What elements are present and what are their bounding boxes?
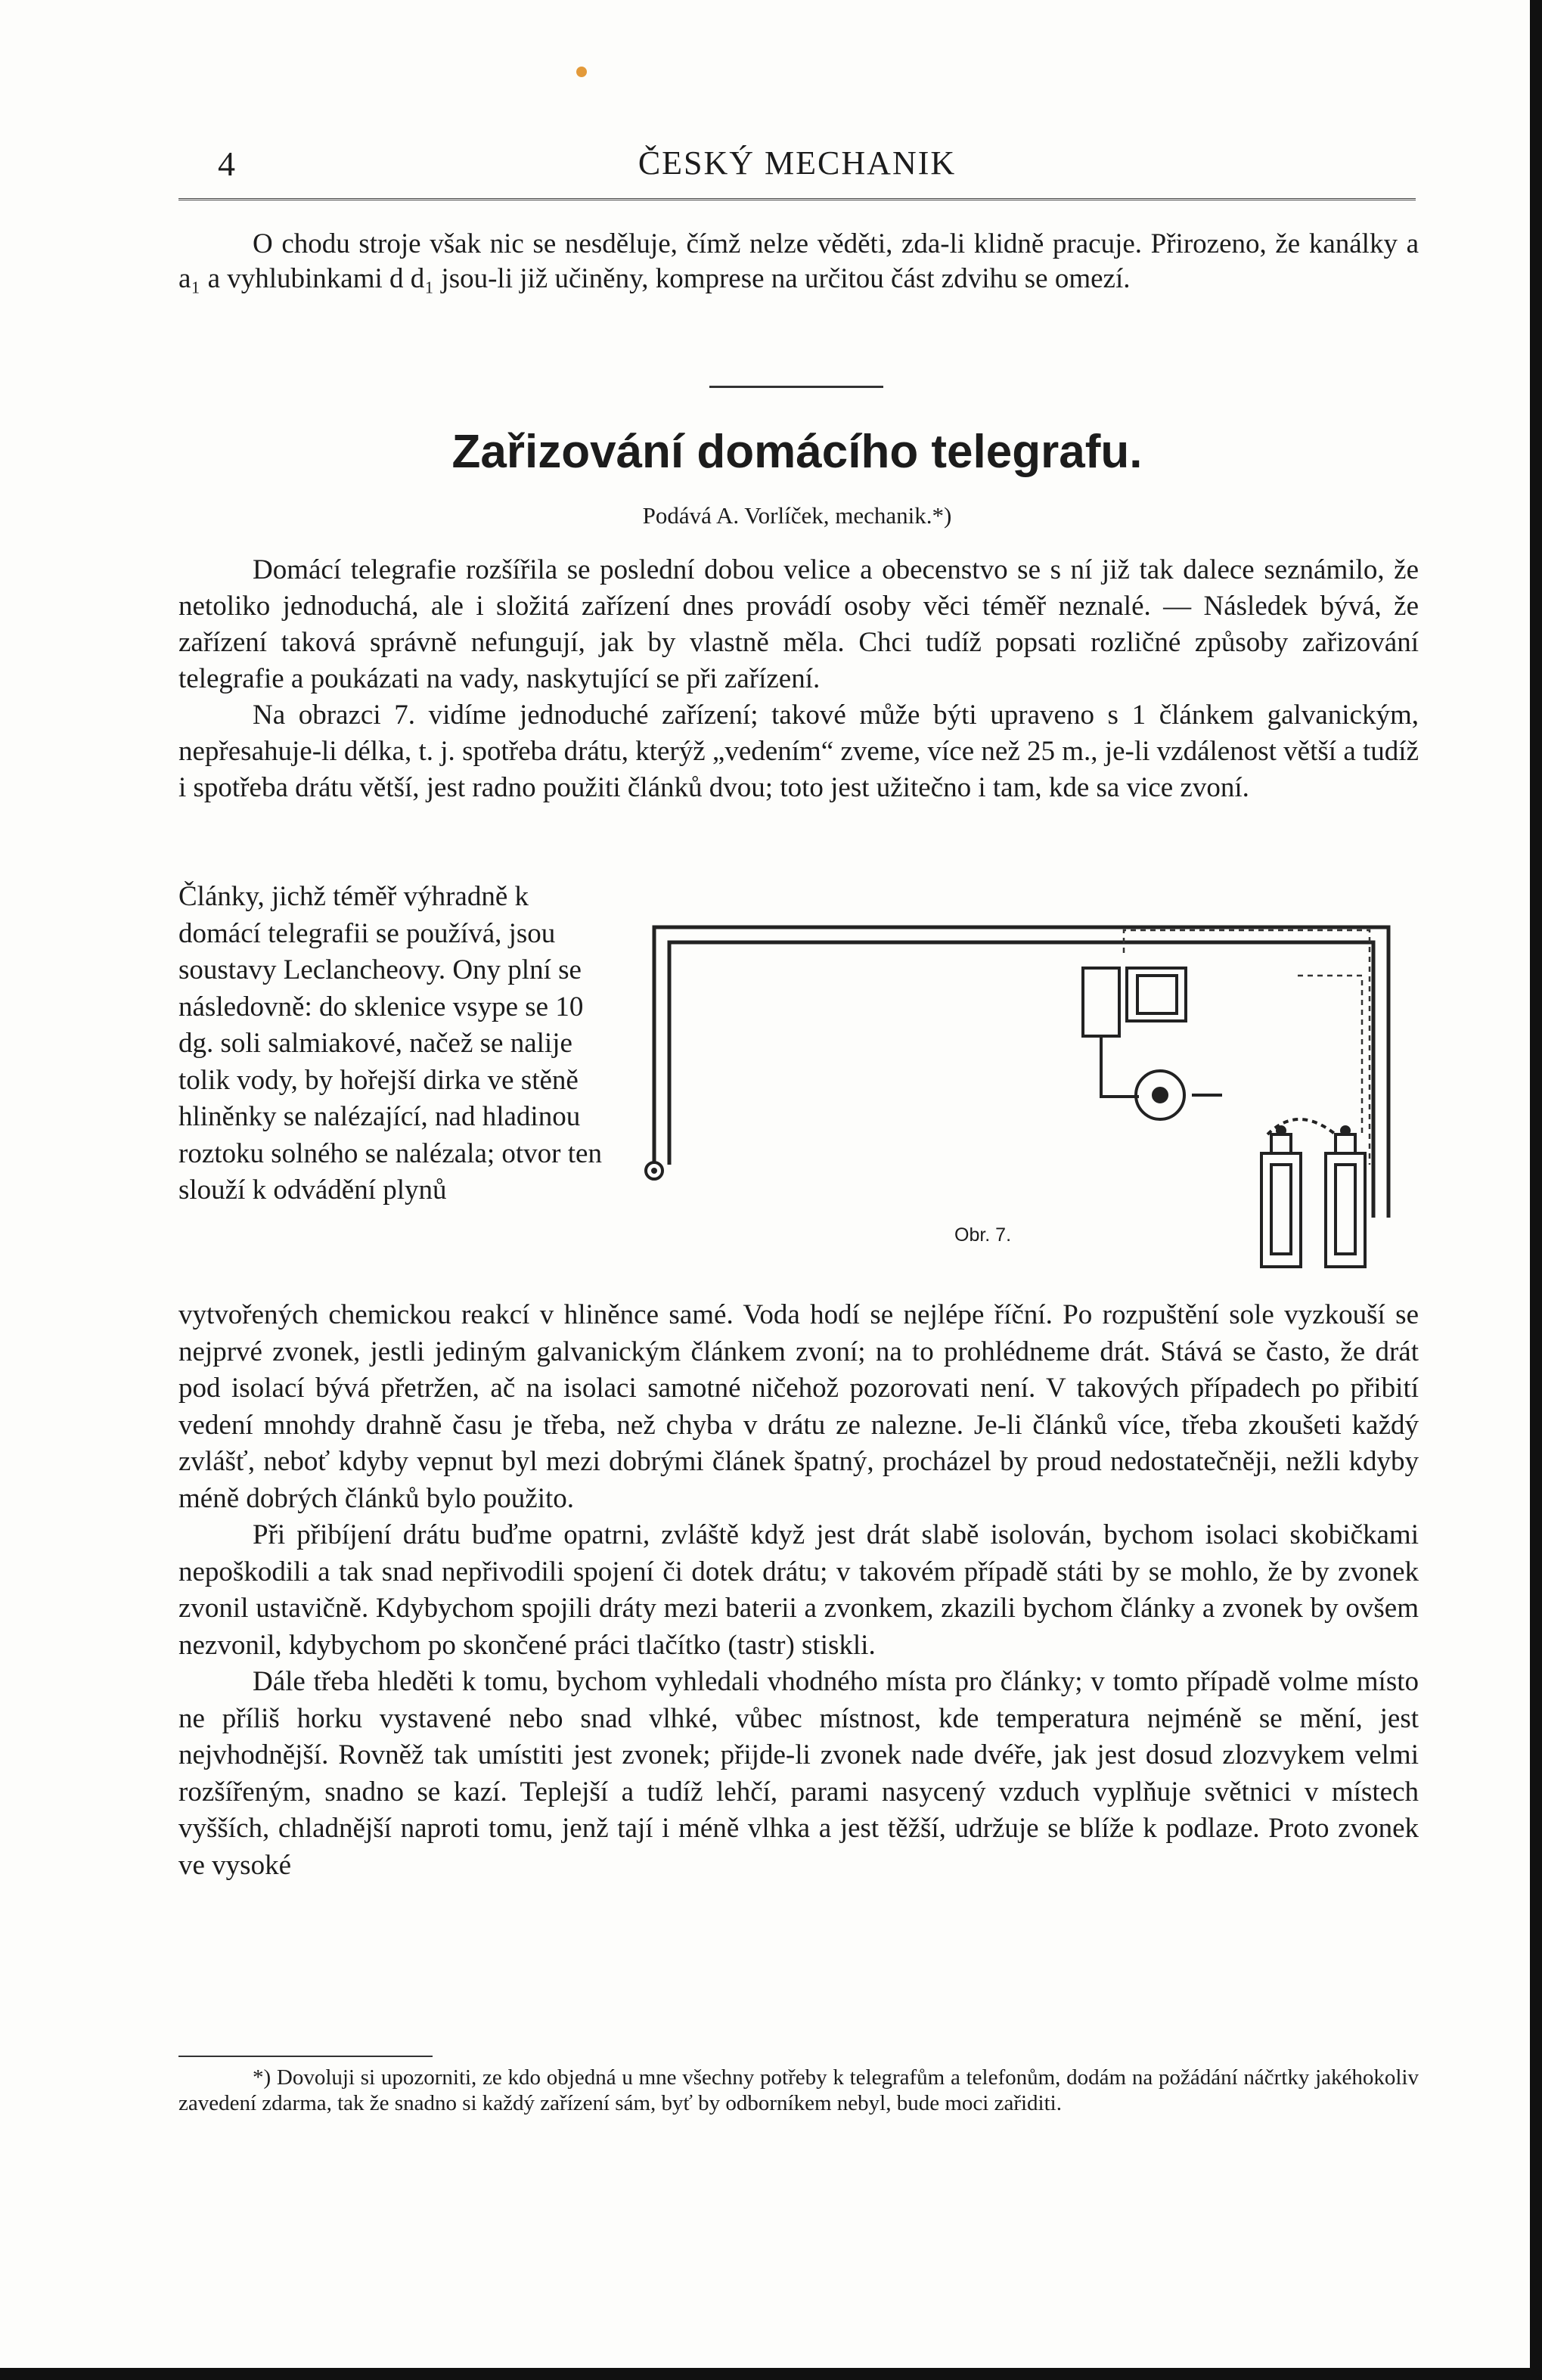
paragraph-4: Dále třeba hleděti k tomu, bychom vyhledali vhodného místa pro články; v tomto případě volme místo ne příliš horku vystavené nebo snad vlhké, vůbec místnost, kde temperatura nejméně se mění, jest nejvhodnější. Rovněž tak umístiti jest zvonek; přijde-li zvonek nade dvéře, jak jest dosud zlozvykem velmi rozšířeným, snadno se kazí. Teplejší a tudíž lehčí, parami nasycený vzduch vyplňuje světnici v místech vyšších, chladnější naproti tomu, jenž tají i méně vlhka a jest těžší, udržuje se blíže k podlaze. Proto zvonek ve vysoké xyxy=(178,1666,1419,1881)
intro-text xyxy=(178,227,1419,296)
paragraph-2: Na obrazci 7. vidíme jednoduché zařízení; takové může býti upraveno s 1 článkem galvanickým, nepřesahuje-li délka, t. j. spotřeba drátu, kterýž „vedením“ zveme, více než 25 m., je-li vzdálenost větší a tudíž i spotřeba drátu větší, jest radno použiti článků dvou; toto jest užitečno i tam, kde sa vice zvoní. xyxy=(178,700,1419,803)
paragraph-1: Domácí telegrafie rozšířila se poslední dobou velice a obecenstvo se s ní již tak dalece seznámilo, že netoliko jednoduchá, ale i složitá zařízení dnes provádí osoby věci téměř neznalé. — Následek bývá, že zařízení taková správně nefungují, jak by vlastně měla. Chci tudíž popsati rozličné způsoby zařizování telegrafie a poukázati na vady, naskytující se při zařízení. xyxy=(178,554,1419,694)
paragraph-2-continued: vytvořených chemickou reakcí v hliněnce samé. Voda hodí se nejlépe říční. Po rozpuštění sole vyzkouší se nejprvé zvonek, jestli jediným galvanickým článkem zvoní; na to prohlédneme drát. Stává se často, že drát pod isolací bývá přetržen, ač na isolaci samotné ničehož pozorovati není. V takových případech po přibití vedení mnohdy drahně času je třeba, než chyba v drátu ze nalezne. Je-li článků více, třeba zkoušeti každý zvlášť, neboť kdyby vepnut byl mezi dobrými článek špatný, procházel by proud nedostatečněji, nežli kdyby méně dobrých článků bylo použito. xyxy=(178,1299,1419,1514)
page-header xyxy=(178,144,1416,189)
intro-paragraph: O chodu stroje však nic se nesděluje, čímž nelze věděti, zda-li klidně pracuje. Přirozeno, že kanálky a a₁ a vyhlubinkami d d₁ jsou-li již učiněny, komprese na určitou část zdvihu se omezí. xyxy=(178,228,1419,294)
journal-title: ČESKÝ MECHANIK xyxy=(638,144,957,182)
footnote: *) Dovoluji si upozorniti, ze kdo objedná u mne všechny potřeby k telegrafům a telefonům, dodám na požádání náčrtky jakéhokoliv zavedení zdarma, tak že snadno si každý zařízení sám, byť by odborníkem nebyl, bude moci zařiditi. xyxy=(178,2065,1419,2115)
figure-telegraph-diagram xyxy=(632,908,1426,1286)
footnote-rule xyxy=(178,2056,433,2057)
section-separator xyxy=(709,386,883,388)
article-title: Zařizování domácího telegrafu. xyxy=(451,426,1143,478)
battery-cells xyxy=(1261,1119,1365,1267)
internal-wiring xyxy=(1124,930,1370,1165)
page-number: 4 xyxy=(218,144,235,183)
wrapped-text-column: Články, jichž téměř výhradně k domácí telegrafii se používá, jsou soustavy Leclancheovy. Ony plní se následovně: do sklenice vsype se 10 dg. soli salmiakové, načež se nalije tolik vody, by hořejší dirka ve stěně hliněnky se nalézající, nad hladinou roztoku solného se nalézala; otvor ten slouží k odvádění plynů xyxy=(178,881,602,1206)
article-body-bottom xyxy=(178,1297,1419,1884)
push-button xyxy=(646,1162,662,1179)
header-rule xyxy=(178,198,1416,200)
figure-caption: Obr. 7. xyxy=(954,1224,1012,1246)
article-body-top xyxy=(178,552,1419,806)
ink-dot xyxy=(576,67,587,77)
article-byline: Podává A. Vorlíček, mechanik.*) xyxy=(642,502,952,529)
electric-bell xyxy=(1083,968,1222,1119)
paragraph-3: Při přibíjení drátu buďme opatrni, zvláště když jest drát slabě isolován, bychom isolaci skobičkami nepoškodili a tak snad nepřivodili spojení či dotek drátu; v takovém případě státi by se mohlo, že by zvonek zvonil ustavičně. Kdybychom spojili dráty mezi baterii a zvonkem, zkazili bychom články a zvonek by ovšem nezvonil, kdybychom po skončené práci tlačítko (tastr) stiskli. xyxy=(178,1519,1419,1661)
wire-circuit xyxy=(654,927,1388,1218)
